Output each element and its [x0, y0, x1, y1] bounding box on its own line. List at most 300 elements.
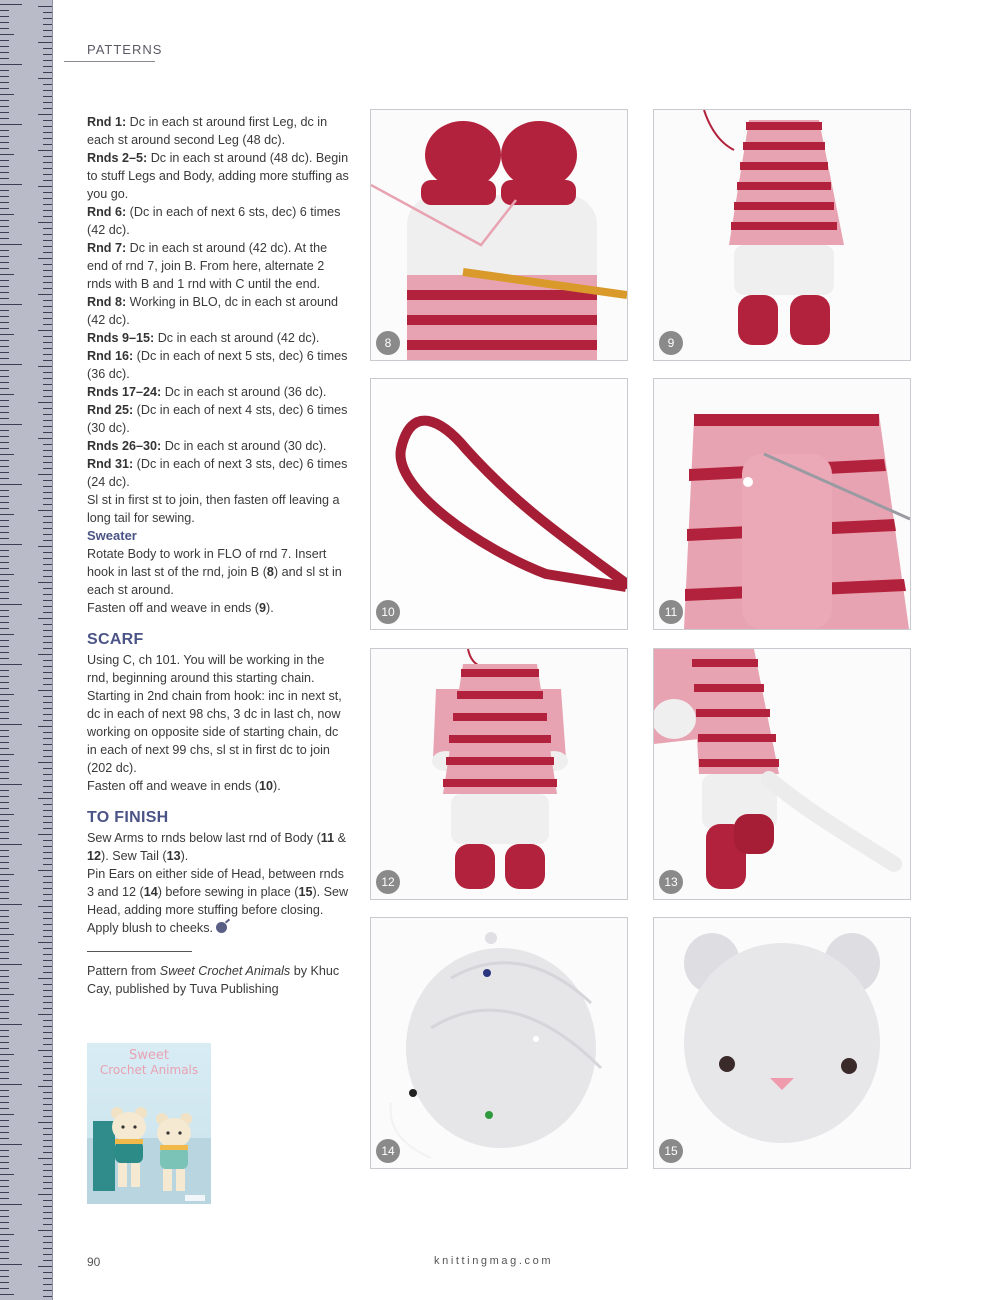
ruler-tick — [38, 582, 52, 583]
ruler-tick — [43, 894, 52, 895]
round-text: Working in BLO, dc in each st around (42 dc). — [87, 295, 339, 327]
ruler-tick — [43, 774, 52, 775]
ruler-tick — [0, 1138, 9, 1139]
ruler-tick — [0, 460, 9, 461]
ruler-tick — [0, 394, 14, 395]
ruler-tick — [43, 600, 52, 601]
ruler-tick — [0, 1030, 9, 1031]
credit-prefix: Pattern from — [87, 964, 160, 978]
step-photo-8 — [370, 109, 628, 361]
ruler-tick — [43, 786, 52, 787]
ruler-tick — [0, 1012, 9, 1013]
ruler-tick — [0, 1024, 22, 1025]
ruler-tick — [0, 1186, 9, 1187]
ruler-tick — [43, 720, 52, 721]
ruler-tick — [43, 234, 52, 235]
ruler-tick — [43, 96, 52, 97]
ruler-tick — [43, 750, 52, 751]
ruler-tick — [38, 222, 52, 223]
ruler-tick — [38, 402, 52, 403]
footer-website: knittingmag.com — [434, 1255, 554, 1267]
round-text: Dc in each st around (48 dc). Begin to stuff Legs and Body, adding more stuffing as you go. — [87, 151, 349, 201]
round-text: Sl st in first st to join, then fasten off leaving a long tail for sewing. — [87, 493, 340, 525]
ruler-tick — [0, 1102, 9, 1103]
ruler-tick — [0, 130, 9, 131]
ruler-tick — [0, 976, 9, 977]
ruler-tick — [43, 960, 52, 961]
ruler-tick — [0, 1192, 9, 1193]
ruler-tick — [0, 514, 14, 515]
ruler-tick — [43, 24, 52, 25]
ruler-tick — [43, 174, 52, 175]
ruler-tick — [0, 538, 9, 539]
ruler-tick — [0, 184, 22, 185]
ruler-tick — [0, 310, 9, 311]
ruler-tick — [0, 1240, 9, 1241]
ruler-tick — [43, 660, 52, 661]
ruler-tick — [43, 888, 52, 889]
ruler-tick — [0, 286, 9, 287]
ruler-tick — [0, 718, 9, 719]
book-cover-image — [87, 1043, 211, 1204]
ruler-tick — [38, 618, 52, 619]
ruler-tick — [43, 522, 52, 523]
photo-ref: 11 — [320, 831, 335, 845]
ruler-tick — [0, 640, 9, 641]
ruler-tick — [0, 358, 9, 359]
ruler-tick — [0, 1246, 9, 1247]
finish-text: Sew Arms to rnds below last rnd of Body ( — [87, 831, 321, 845]
ruler-tick — [0, 226, 9, 227]
ruler-tick — [0, 94, 14, 95]
ruler-tick — [0, 412, 9, 413]
ruler-tick — [0, 418, 9, 419]
ruler-tick — [0, 670, 9, 671]
round-text: (Dc in each of next 4 sts, dec) 6 times (30 dc). — [87, 403, 348, 435]
ruler-tick — [43, 780, 52, 781]
ruler-tick — [0, 106, 9, 107]
ruler-tick — [43, 948, 52, 949]
round-instruction — [87, 113, 349, 149]
ruler-tick — [0, 58, 9, 59]
ruler-tick — [0, 634, 14, 635]
photo-number-badge: 12 — [376, 870, 400, 894]
ruler-tick — [0, 772, 9, 773]
ruler-tick — [0, 1036, 9, 1037]
ruler-tick — [43, 1044, 52, 1045]
ruler-tick — [0, 1222, 9, 1223]
round-label: Rnd 7: — [87, 241, 127, 255]
ruler-tick — [43, 768, 52, 769]
ruler-tick — [43, 1284, 52, 1285]
round-instruction — [87, 329, 349, 347]
ruler-tick — [43, 1038, 52, 1039]
ruler-tick — [43, 126, 52, 127]
ruler-tick — [0, 496, 9, 497]
ruler-tick — [43, 1164, 52, 1165]
arm-attachment-illustration — [654, 379, 910, 629]
ruler-tick — [0, 646, 9, 647]
tail-attachment-illustration — [654, 649, 910, 899]
ruler-tick — [43, 216, 52, 217]
ruler-tick — [0, 736, 9, 737]
ruler-tick — [38, 438, 52, 439]
ruler-tick — [43, 348, 52, 349]
round-instruction — [87, 149, 349, 203]
ruler-tick — [0, 934, 14, 935]
ruler-tick — [0, 658, 9, 659]
ruler-tick — [0, 790, 9, 791]
section-rule — [64, 61, 155, 62]
ruler-tick — [38, 834, 52, 835]
ruler-tick — [43, 1026, 52, 1027]
ruler-tick — [0, 100, 9, 101]
ruler-tick — [0, 340, 9, 341]
finish-paragraph — [87, 829, 349, 865]
ruler-tick — [0, 400, 9, 401]
ruler-tick — [0, 622, 9, 623]
finish-text: Pin Ears on either side of Head, between rnds 3 and 12 ( — [87, 867, 344, 899]
ruler-tick — [0, 1252, 9, 1253]
finish-paragraph — [87, 865, 349, 919]
ruler-tick — [0, 142, 9, 143]
ruler-tick — [43, 198, 52, 199]
ruler-tick — [0, 1096, 9, 1097]
ruler-tick — [38, 1266, 52, 1267]
ruler-tick — [0, 808, 9, 809]
ruler-tick — [0, 292, 9, 293]
ruler-tick — [0, 346, 9, 347]
ruler-tick — [43, 324, 52, 325]
finish-heading: TO FINISH — [87, 809, 169, 826]
ruler-tick — [0, 424, 22, 425]
sweater-text: Fasten off and weave in ends ( — [87, 601, 259, 615]
ruler-tick — [0, 862, 9, 863]
ruler-tick — [43, 666, 52, 667]
ruler-tick — [43, 738, 52, 739]
ruler-tick — [43, 1182, 52, 1183]
ruler-tick — [43, 900, 52, 901]
ruler-tick — [43, 648, 52, 649]
ruler-tick — [0, 1174, 14, 1175]
finish-text: & — [334, 831, 347, 845]
ruler-tick — [43, 996, 52, 997]
ruler-tick — [0, 886, 9, 887]
ruler-tick — [43, 102, 52, 103]
round-label: Rnd 6: — [87, 205, 127, 219]
ruler-tick — [43, 1056, 52, 1057]
round-label: Rnds 9–15: — [87, 331, 155, 345]
round-text: (Dc in each of next 5 sts, dec) 6 times (36 dc). — [87, 349, 348, 381]
pattern-text-column — [87, 113, 349, 998]
ruler-tick — [0, 370, 9, 371]
ruler-tick — [43, 744, 52, 745]
ruler-tick — [0, 112, 9, 113]
ruler-tick — [43, 552, 52, 553]
head-pinned-illustration — [371, 918, 627, 1168]
ruler-tick — [38, 1158, 52, 1159]
ruler-tick — [0, 820, 9, 821]
ruler-tick — [0, 928, 9, 929]
ruler-tick — [43, 1104, 52, 1105]
ruler-tick — [43, 1188, 52, 1189]
ruler-tick — [0, 1264, 22, 1265]
ruler-tick — [43, 120, 52, 121]
ruler-tick — [0, 196, 9, 197]
photo-ref: 10 — [259, 779, 274, 793]
ruler-tick — [0, 694, 14, 695]
ruler-tick — [43, 1110, 52, 1111]
ruler-tick — [43, 138, 52, 139]
ruler-tick — [43, 276, 52, 277]
ruler-tick — [43, 1248, 52, 1249]
ruler-tick — [43, 192, 52, 193]
ruler-tick — [43, 1062, 52, 1063]
ruler-tick — [0, 466, 9, 467]
ruler-tick — [43, 372, 52, 373]
ruler-tick — [43, 1260, 52, 1261]
round-label: Rnds 17–24: — [87, 385, 162, 399]
ruler-tick — [38, 150, 52, 151]
ruler-tick — [0, 706, 9, 707]
ruler-tick — [43, 456, 52, 457]
ruler-tick — [0, 256, 9, 257]
ruler-tick — [0, 592, 9, 593]
ruler-tick — [43, 1224, 52, 1225]
ruler-tick — [0, 1198, 9, 1199]
ruler-tick — [0, 586, 9, 587]
ruler-tick — [43, 246, 52, 247]
ruler-tick — [0, 10, 9, 11]
ruler-tick — [43, 1254, 52, 1255]
ruler-tick — [0, 268, 9, 269]
finish-text: ). — [180, 849, 189, 863]
ruler-tick — [0, 760, 9, 761]
ruler-tick — [0, 784, 22, 785]
ruler-tick — [0, 1234, 14, 1235]
ruler-tick — [0, 298, 9, 299]
ruler-tick — [0, 832, 9, 833]
ruler-tick — [43, 108, 52, 109]
ruler-tick — [43, 1098, 52, 1099]
ruler-tick — [43, 708, 52, 709]
sweater-text: ). — [266, 601, 274, 615]
ruler-tick — [38, 1014, 52, 1015]
ruler-tick — [43, 48, 52, 49]
ruler-tick — [43, 282, 52, 283]
ruler-tick — [38, 942, 52, 943]
ruler-tick — [0, 244, 22, 245]
ruler-tick — [43, 678, 52, 679]
ruler-tick — [43, 1080, 52, 1081]
round-text: (Dc in each of next 6 sts, dec) 6 times (42 dc). — [87, 205, 341, 237]
ruler-tick — [43, 1218, 52, 1219]
photo-number-badge: 11 — [659, 600, 683, 624]
credit-text — [87, 962, 349, 998]
ruler-tick — [0, 1042, 9, 1043]
ruler-tick — [0, 70, 9, 71]
ruler-tick — [0, 604, 22, 605]
ruler-tick — [43, 30, 52, 31]
ruler-tick — [43, 816, 52, 817]
ruler-tick — [0, 508, 9, 509]
ruler-tick — [0, 202, 9, 203]
ruler-tick — [0, 232, 9, 233]
ruler-tick — [43, 390, 52, 391]
photo-number-badge: 8 — [376, 331, 400, 355]
ruler-tick — [43, 414, 52, 415]
round-label: Rnd 25: — [87, 403, 134, 417]
rounds-list — [87, 113, 349, 527]
ruler-tick — [0, 238, 9, 239]
ruler-tick — [43, 630, 52, 631]
ruler-tick — [38, 186, 52, 187]
photo-ref: 12 — [87, 849, 102, 863]
ruler-tick — [0, 868, 9, 869]
page-number: 90 — [87, 1255, 101, 1269]
ruler-tick — [43, 1278, 52, 1279]
body-legs-illustration — [371, 110, 627, 360]
ruler-tick — [43, 420, 52, 421]
ruler-tick — [0, 1258, 9, 1259]
ruler-tick — [43, 912, 52, 913]
scarf-illustration — [371, 379, 627, 629]
finish-text: ). Sew Tail ( — [101, 849, 167, 863]
round-text: (Dc in each of next 3 sts, dec) 6 times (24 dc). — [87, 457, 348, 489]
ruler-tick — [38, 726, 52, 727]
ruler-tick — [38, 78, 52, 79]
photo-number-badge: 10 — [376, 600, 400, 624]
ruler-tick — [43, 444, 52, 445]
ruler-tick — [43, 564, 52, 565]
ruler-tick — [38, 330, 52, 331]
sweater-text: Rotate Body to work in FLO of rnd 7. Insert hook in last st of the rnd, join B ( — [87, 547, 327, 579]
ruler-tick — [0, 280, 9, 281]
ruler-tick — [0, 220, 9, 221]
ruler-tick — [43, 492, 52, 493]
ruler-tick — [43, 1068, 52, 1069]
scarf-paragraph — [87, 777, 349, 795]
ruler-tick — [43, 534, 52, 535]
ruler-tick — [43, 612, 52, 613]
ruler-tick — [0, 742, 9, 743]
step-photo-13 — [653, 648, 911, 900]
finish-text: ). Sew Head, adding more stuffing before closing. — [87, 885, 349, 917]
ruler-tick — [43, 852, 52, 853]
ruler-tick — [0, 520, 9, 521]
ruler-tick — [0, 328, 9, 329]
ruler-tick — [43, 342, 52, 343]
ruler-tick — [38, 798, 52, 799]
photo-ref: 9 — [259, 601, 267, 615]
finish-text: Apply blush to cheeks. — [87, 921, 214, 935]
ruler-tick — [0, 1150, 9, 1151]
ruler-tick — [43, 180, 52, 181]
ruler-tick — [0, 1066, 9, 1067]
ruler-tick — [0, 334, 14, 335]
sweater-body-illustration — [654, 110, 910, 360]
round-instruction — [87, 239, 349, 293]
ruler-tick — [0, 1288, 9, 1289]
ruler-tick — [0, 748, 9, 749]
round-instruction — [87, 383, 349, 401]
ruler-tick — [0, 364, 22, 365]
ruler-tick — [0, 250, 9, 251]
ruler-tick — [0, 1078, 9, 1079]
ruler-tick — [43, 288, 52, 289]
ruler-tick — [43, 60, 52, 61]
ruler-tick — [0, 46, 9, 47]
round-label: Rnd 1: — [87, 115, 127, 129]
ruler-tick — [43, 876, 52, 877]
ruler-tick — [43, 792, 52, 793]
ruler-tick — [43, 1272, 52, 1273]
ruler-tick — [38, 474, 52, 475]
ruler-tick — [0, 598, 9, 599]
ruler-tick — [0, 610, 9, 611]
ruler-tick — [0, 166, 9, 167]
ruler-tick — [0, 64, 22, 65]
ruler-tick — [0, 1108, 9, 1109]
ruler-tick — [43, 312, 52, 313]
ruler-tick — [0, 172, 9, 173]
ruler-tick — [0, 1048, 9, 1049]
ruler-tick — [0, 1120, 9, 1121]
ruler-tick — [43, 588, 52, 589]
ruler-tick — [43, 204, 52, 205]
ruler-tick — [38, 762, 52, 763]
ruler-tick — [0, 1132, 9, 1133]
ruler-tick — [38, 42, 52, 43]
ruler-tick — [0, 1054, 14, 1055]
ruler-tick — [43, 1200, 52, 1201]
ruler-tick — [43, 18, 52, 19]
ruler-tick — [43, 1236, 52, 1237]
photo-number-badge: 14 — [376, 1139, 400, 1163]
ruler-tick — [0, 856, 9, 857]
photo-number-badge: 13 — [659, 870, 683, 894]
ruler-tick — [43, 1146, 52, 1147]
round-text: Dc in each st around first Leg, dc in each st around second Leg (48 dc). — [87, 115, 328, 147]
ruler-tick — [0, 1204, 22, 1205]
ruler-tick — [43, 828, 52, 829]
ruler-tick — [43, 84, 52, 85]
finished-head-illustration — [654, 918, 910, 1168]
ruler-tick — [0, 910, 9, 911]
photo-number-badge: 9 — [659, 331, 683, 355]
ruler-tick — [43, 1116, 52, 1117]
ruler-tick — [0, 544, 22, 545]
ruler-tick — [0, 556, 9, 557]
ruler-tick — [0, 148, 9, 149]
ruler-tick — [43, 486, 52, 487]
ruler-tick — [0, 376, 9, 377]
ruler-tick — [43, 1170, 52, 1171]
ruler-tick — [0, 568, 9, 569]
ruler-tick — [0, 1228, 9, 1229]
credit-book-title: Sweet Crochet Animals — [159, 964, 291, 978]
ruler-tick — [43, 696, 52, 697]
ruler-tick — [0, 994, 14, 995]
ruler-tick — [0, 136, 9, 137]
ruler-tick — [43, 594, 52, 595]
ruler-tick — [43, 1128, 52, 1129]
ruler-tick — [43, 1176, 52, 1177]
ruler-tick — [0, 796, 9, 797]
ruler-tick — [43, 504, 52, 505]
ruler-tick — [43, 954, 52, 955]
ruler-tick — [0, 898, 9, 899]
